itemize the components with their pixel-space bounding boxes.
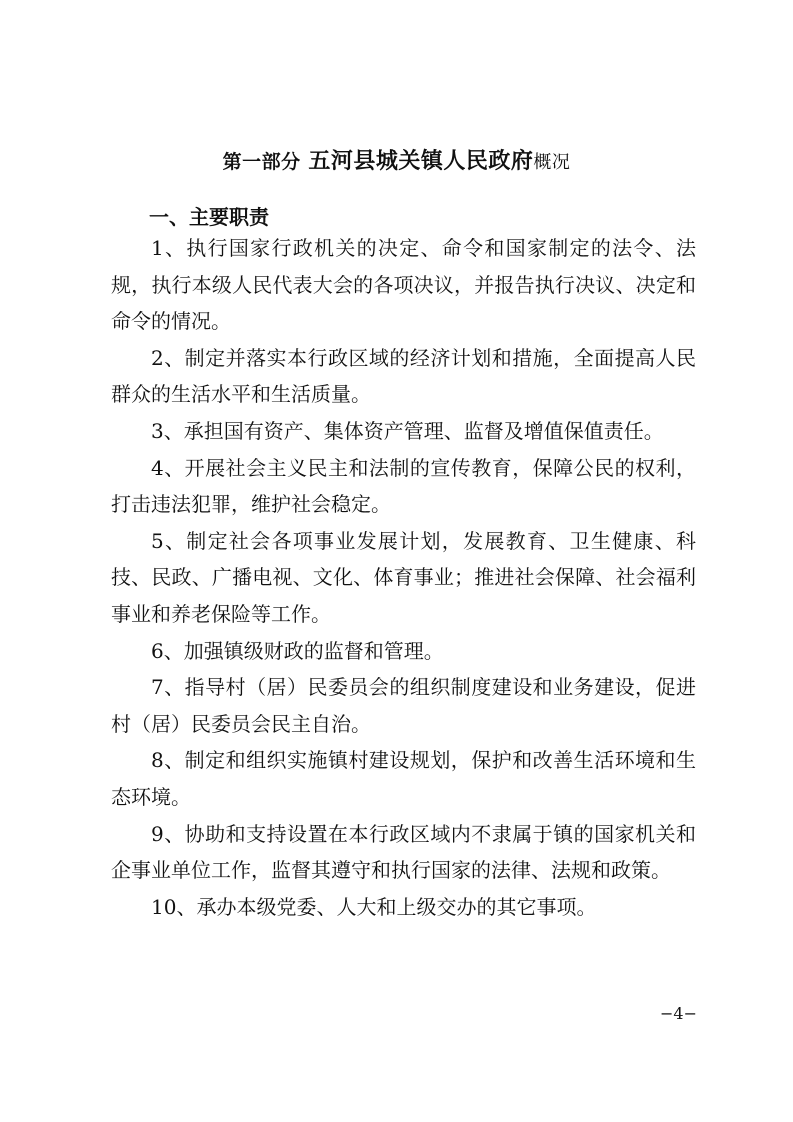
duty-paragraph-1: 1、执行国家行政机关的决定、命令和国家制定的法令、法规，执行本级人民代表大会的各项决议，并报告执行决议、决定和命令的情况。 bbox=[111, 236, 696, 334]
page-number: −4− bbox=[660, 1004, 697, 1023]
title-suffix: 概况 bbox=[533, 152, 571, 173]
duty-paragraph-2: 2、制定并落实本行政区域的经济计划和措施，全面提高人民群众的生活水平和生活质量。 bbox=[111, 345, 696, 407]
duties-list bbox=[111, 230, 696, 925]
duty-paragraph-6: 6、加强镇级财政的监督和管理。 bbox=[151, 638, 444, 663]
title-name: 五河县城关镇人民政府 bbox=[308, 149, 534, 174]
duty-paragraph-9: 9、协助和支持设置在本行政区域内不隶属于镇的国家机关和企事业单位工作，监督其遵守和执行国家的法律、法规和政策。 bbox=[111, 821, 696, 883]
duty-paragraph-4: 4、开展社会主义民主和法制的宣传教育，保障公民的权利，打击违法犯罪，维护社会稳定。 bbox=[111, 455, 696, 517]
title-prefix: 第一部分 bbox=[222, 151, 301, 173]
duty-paragraph-7: 7、指导村（居）民委员会的组织制度建设和业务建设，促进村（居）民委员会民主自治。 bbox=[111, 675, 696, 736]
duty-paragraph-5: 5、制定社会各项事业发展计划，发展教育、卫生健康、科技、民政、广播电视、文化、体育事业；推进社会保障、社会福利事业和养老保险等工作。 bbox=[111, 528, 696, 626]
duty-paragraph-3: 3、承担国有资产、集体资产管理、监督及增值保值责任。 bbox=[151, 418, 664, 443]
duty-paragraph-10: 10、承办本级党委、人大和上级交办的其它事项。 bbox=[151, 894, 597, 919]
page-title bbox=[0, 147, 793, 177]
section-heading: 一、主要职责 bbox=[149, 205, 269, 229]
duty-paragraph-8: 8、制定和组织实施镇村建设规划，保护和改善生活环境和生态环境。 bbox=[111, 748, 696, 809]
